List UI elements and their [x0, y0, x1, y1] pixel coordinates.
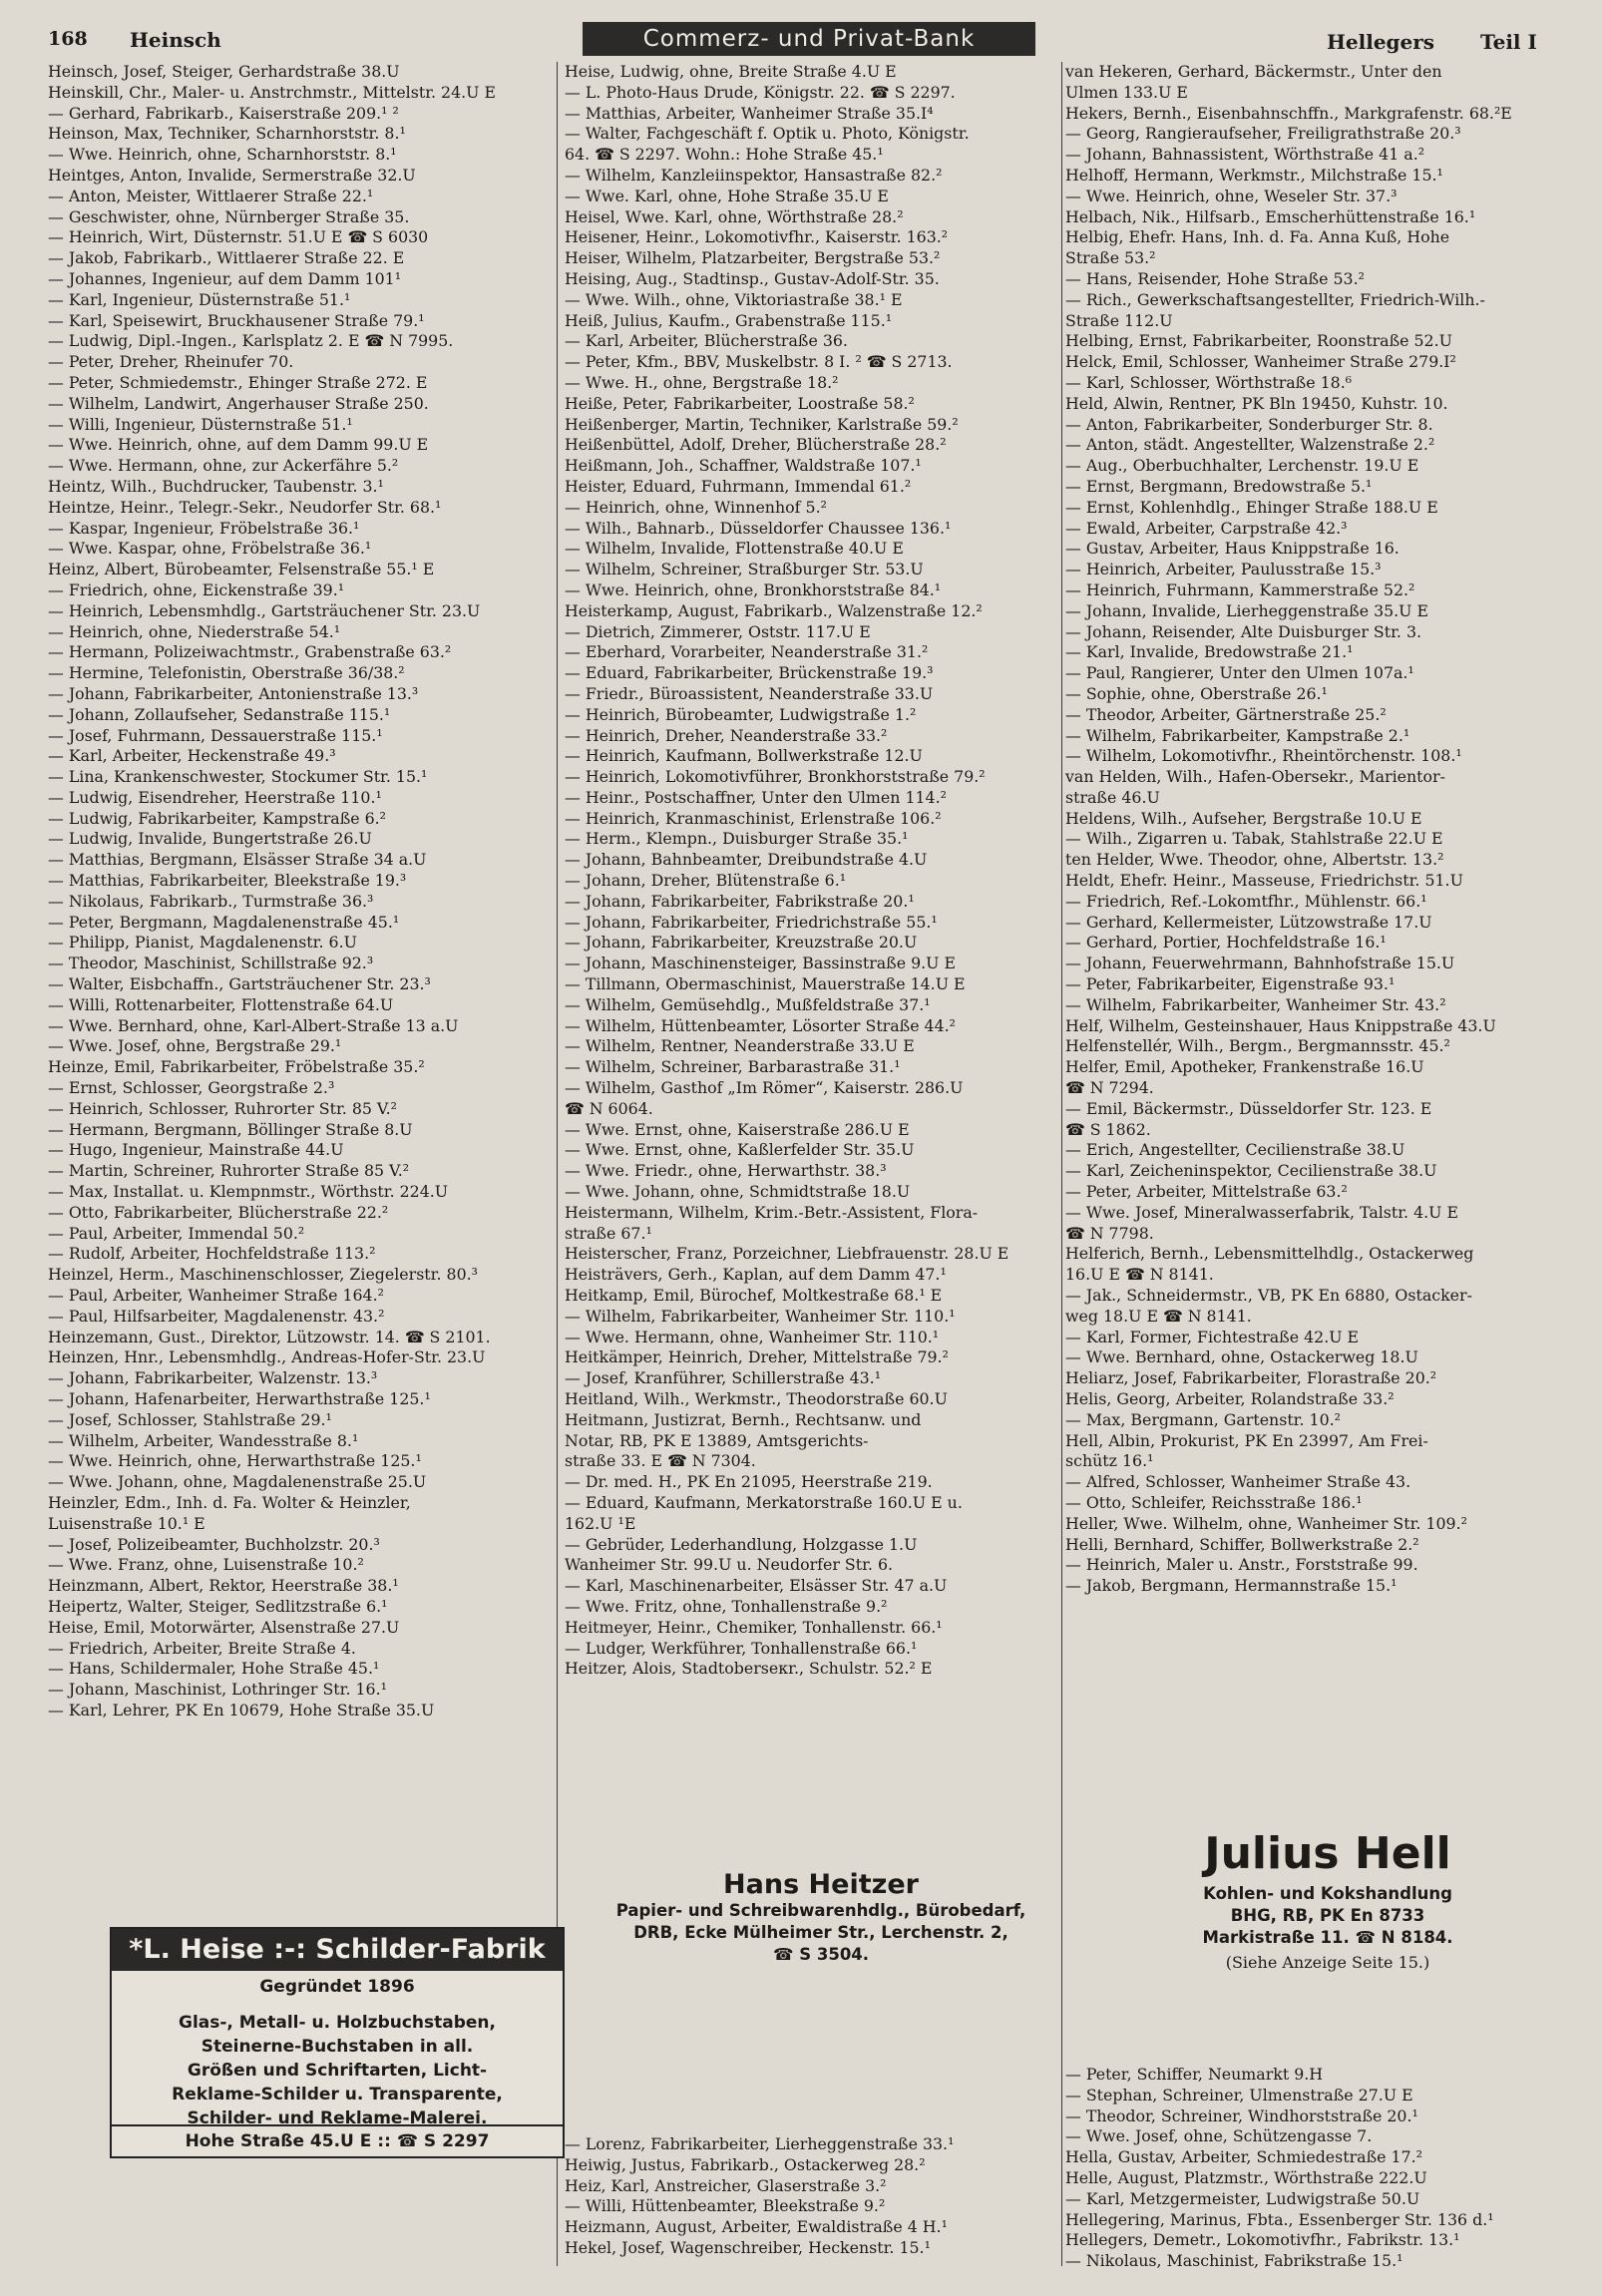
directory-entry: — Johann, Invalide, Lierheggenstraße 35.U E: [1065, 600, 1429, 620]
directory-entry: — Wwe. Heinrich, ohne, Bronkhorststraße 84.¹: [565, 579, 942, 599]
directory-entry: — Friedrich, Arbeiter, Breite Straße 4.: [48, 1638, 356, 1658]
directory-entry: Heipertz, Walter, Steiger, Sedlitzstraße 6.¹: [48, 1596, 388, 1616]
directory-entry: Helhoff, Hermann, Werkmstr., Milchstraße 15.¹: [1065, 165, 1443, 185]
directory-entry: — Heinrich, Kaufmann, Bollwerkstraße 12.U: [565, 746, 923, 766]
directory-entry: — Sophie, ohne, Oberstraße 26.¹: [1065, 683, 1328, 703]
header-part: Teil I: [1480, 30, 1537, 54]
directory-entry: — Karl, Former, Fichtestraße 42.U E: [1065, 1327, 1360, 1346]
directory-entry: ☎ S 1862.: [1065, 1119, 1151, 1139]
directory-entry: — Wilhelm, Schreiner, Straßburger Str. 53.U: [565, 560, 924, 579]
directory-entry: Hella, Gustav, Arbeiter, Schmiedestraße 17.²: [1065, 2147, 1422, 2167]
directory-entry: ☎ N 7294.: [1065, 1078, 1154, 1098]
directory-entry: schütz 16.¹: [1065, 1451, 1154, 1471]
directory-entry: Wanheimer Str. 99.U u. Neudorfer Str. 6.: [565, 1555, 894, 1575]
directory-entry: — Karl, Arbeiter, Heckenstraße 49.³: [48, 746, 336, 766]
directory-entry: — Wwe. Hermann, ohne, zur Ackerfähre 5.²: [48, 456, 399, 476]
directory-entry: Heiser, Wilhelm, Platzarbeiter, Bergstraße 53.²: [565, 248, 941, 268]
directory-entry: — Max, Bergmann, Gartenstr. 10.²: [1065, 1409, 1341, 1429]
directory-entry: Heise, Emil, Motorwärter, Alsenstraße 27.U: [48, 1617, 400, 1637]
directory-entry: Heinson, Max, Techniker, Scharnhorststr. 8.¹: [48, 124, 406, 144]
directory-entry: — Eduard, Kaufmann, Merkatorstraße 160.U E u.: [565, 1492, 963, 1512]
directory-entry: — Johann, Fabrikarbeiter, Walzenstr. 13.³: [48, 1368, 378, 1388]
ad-title: *L. Heise :-: Schilder-Fabrik: [112, 1929, 563, 1971]
directory-entry: — Johann, Bahnassistent, Wörthstraße 41 a.²: [1065, 145, 1425, 165]
directory-entry: Straße 53.²: [1065, 248, 1156, 268]
directory-entry: — Johann, Fabrikarbeiter, Antonienstraße 13.³: [48, 683, 419, 703]
directory-entry: — Heinrich, Schlosser, Ruhrorter Str. 85 V.²: [48, 1098, 397, 1118]
ad-line: BHG, RB, PK En 8733: [1230, 1906, 1425, 1925]
directory-entry: Helfer, Emil, Apotheker, Frankenstraße 16.U: [1065, 1057, 1424, 1077]
directory-entry: — Heinr., Postschaffner, Unter den Ulmen 114.²: [565, 787, 947, 807]
directory-entry: — Otto, Fabrikarbeiter, Blücherstraße 22.²: [48, 1202, 389, 1222]
directory-entry: — Ludger, Werkführer, Tonhallenstraße 66.¹: [565, 1638, 918, 1658]
directory-entry: Hell, Albin, Prokurist, PK En 23997, Am Frei-: [1065, 1430, 1428, 1450]
directory-entry: — Josef, Polizeibeamter, Buchholzstr. 20.³: [48, 1534, 380, 1554]
directory-entry: Heise, Ludwig, ohne, Breite Straße 4.U E: [565, 62, 897, 81]
directory-entry: Helli, Bernhard, Schiffer, Bollwerkstraße 2.²: [1065, 1534, 1419, 1554]
directory-entry: — Heinrich, Dreher, Neanderstraße 33.²: [565, 725, 888, 745]
directory-entry: 162.U ¹E: [565, 1513, 636, 1533]
directory-entry: — Nikolaus, Fabrikarb., Turmstraße 36.³: [48, 891, 374, 911]
directory-entry: — Lorenz, Fabrikarbeiter, Lierheggenstraße 33.¹: [565, 2134, 955, 2153]
ad-line: Glas-, Metall- u. Holzbuchstaben,: [178, 2013, 496, 2033]
directory-entry: — Wilhelm, Landwirt, Angerhauser Straße 250.: [48, 393, 429, 413]
directory-entry: — Ludwig, Invalide, Bungertstraße 26.U: [48, 829, 372, 849]
directory-entry: — Ernst, Schlosser, Georgstraße 2.³: [48, 1078, 335, 1098]
directory-entry: — Ernst, Bergmann, Bredowstraße 5.¹: [1065, 476, 1373, 496]
directory-entry: — Hermann, Bergmann, Böllinger Straße 8.U: [48, 1119, 413, 1139]
directory-entry: — Wwe. Heinrich, ohne, Weseler Str. 37.³: [1065, 186, 1398, 205]
directory-entry: — Paul, Hilfsarbeiter, Magdalenenstr. 43.²: [48, 1306, 385, 1326]
directory-entry: — Wwe. Ernst, ohne, Kaiserstraße 286.U E: [565, 1119, 910, 1139]
column-3-bottom: [1065, 2065, 1568, 2272]
directory-entry: — Johann, Bahnbeamter, Dreibundstraße 4.U: [565, 850, 928, 870]
directory-entry: — Hans, Reisender, Hohe Straße 53.²: [1065, 268, 1365, 288]
directory-entry: — Wilhelm, Gasthof „Im Römer“, Kaiserstr. 286.U: [565, 1078, 964, 1098]
directory-entry: — Peter, Kfm., BBV, Muskelbstr. 8 I. ² ☎ S 2713.: [565, 352, 953, 372]
directory-entry: — Heinrich, Kranmaschinist, Erlenstraße 106.²: [565, 808, 942, 828]
directory-entry: — Max, Installat. u. Klempnmstr., Wörthstr. 224.U: [48, 1182, 449, 1202]
directory-entry: — Karl, Arbeiter, Blücherstraße 36.: [565, 331, 848, 351]
directory-entry: — Rich., Gewerkschaftsangestellter, Friedrich-Wilh.-: [1065, 289, 1485, 309]
directory-entry: Heinzler, Edm., Inh. d. Fa. Wolter & Heinzler,: [48, 1492, 411, 1512]
directory-entry: — Geschwister, ohne, Nürnberger Straße 35.: [48, 206, 410, 226]
directory-entry: Hellegers, Demetr., Lokomotivfhr., Fabrikstr. 13.¹: [1065, 2230, 1460, 2250]
directory-entry: — Gustav, Arbeiter, Haus Knippstraße 16.: [1065, 539, 1400, 559]
directory-entry: — Wwe. Josef, ohne, Schützengasse 7.: [1065, 2126, 1373, 2146]
directory-entry: — Johann, Fabrikarbeiter, Kreuzstraße 20.U: [565, 933, 918, 953]
directory-entry: Helck, Emil, Schlosser, Wanheimer Straße 279.I²: [1065, 352, 1456, 372]
ad-line: Markistraße 11. ☎ N 8184.: [1202, 1928, 1453, 1947]
directory-entry: — Wilhelm, Rentner, Neanderstraße 33.U E: [565, 1036, 915, 1056]
directory-entry: — Paul, Rangierer, Unter den Ulmen 107a.¹: [1065, 663, 1414, 683]
directory-entry: straße 67.¹: [565, 1223, 652, 1243]
directory-entry: — Wwe. Friedr., ohne, Herwarthstr. 38.³: [565, 1161, 887, 1181]
directory-entry: van Helden, Wilh., Hafen-Obersekr., Marientor-: [1065, 767, 1445, 787]
directory-entry: — Hermine, Telefonistin, Oberstraße 36/38.²: [48, 663, 405, 683]
directory-entry: — Wilh., Bahnarb., Düsseldorfer Chaussee 136.¹: [565, 518, 952, 538]
directory-entry: — Eduard, Fabrikarbeiter, Brückenstraße 19.³: [565, 663, 934, 683]
directory-entry: Hellegering, Marinus, Fbta., Essenberger Str. 136 d.¹: [1065, 2209, 1494, 2229]
directory-entry: Heller, Wwe. Wilhelm, ohne, Wanheimer Str. 109.²: [1065, 1513, 1467, 1533]
directory-entry: — Wwe. Heinrich, ohne, Scharnhorststr. 8.¹: [48, 145, 397, 165]
directory-entry: — Friedrich, Ref.-Lokomtfhr., Mühlenstr. 66.¹: [1065, 891, 1427, 911]
directory-entry: — Josef, Fuhrmann, Dessauerstraße 115.¹: [48, 725, 383, 745]
directory-entry: — Wwe. Hermann, ohne, Wanheimer Str. 110.¹: [565, 1327, 940, 1346]
directory-entry: — Josef, Schlosser, Stahlstraße 29.¹: [48, 1409, 332, 1429]
directory-entry: Heitzer, Alois, Stadtoberseкr., Schulstr. 52.² E: [565, 1659, 933, 1679]
directory-entry: — Wilhelm, Arbeiter, Wandesstraße 8.¹: [48, 1430, 359, 1450]
directory-entry: — Johann, Fabrikarbeiter, Fabrikstraße 20.¹: [565, 891, 915, 911]
ad-founded: Gegründet 1896: [259, 1977, 415, 1997]
directory-entry: — Karl, Invalide, Bredowstraße 21.¹: [1065, 642, 1354, 662]
directory-entry: — Heinrich, Lebensmhdlg., Gartsträuchener Str. 23.U: [48, 600, 481, 620]
directory-entry: — Hermann, Polizeiwachtmstr., Grabenstraße 63.²: [48, 642, 452, 662]
directory-entry: — Karl, Maschinenarbeiter, Elsässer Str. 47 a.U: [565, 1576, 948, 1596]
directory-entry: — Karl, Ingenieur, Düsternstraße 51.¹: [48, 289, 351, 309]
directory-entry: Heistermann, Wilhelm, Krim.-Betr.-Assistent, Flora-: [565, 1202, 979, 1222]
directory-entry: Helbig, Ehefr. Hans, Inh. d. Fa. Anna Kuß, Hohe: [1065, 227, 1450, 247]
directory-entry: — Hans, Schildermaler, Hohe Straße 45.¹: [48, 1659, 380, 1679]
directory-entry: Helferich, Bernh., Lebensmittelhdlg., Ostackerweg: [1065, 1244, 1474, 1264]
directory-entry: — Alfred, Schlosser, Wanheimer Straße 43.: [1065, 1472, 1411, 1492]
directory-entry: — Wilhelm, Invalide, Flottenstraße 40.U E: [565, 539, 904, 559]
directory-entry: — Philipp, Pianist, Magdalenenstr. 6.U: [48, 933, 357, 953]
directory-entry: — Friedr., Büroassistent, Neanderstraße 33.U: [565, 683, 934, 703]
directory-entry: Helbach, Nik., Hilfsarb., Emscherhüttenstraße 16.¹: [1065, 206, 1476, 226]
directory-entry: — Wilh., Zigarren u. Tabak, Stahlstraße 22.U E: [1065, 829, 1443, 849]
directory-entry: Heliarz, Josef, Fabrikarbeiter, Florastraße 20.²: [1065, 1368, 1437, 1388]
directory-entry: — Wilhelm, Lokomotivfhr., Rheintörchenstr. 108.¹: [1065, 746, 1462, 766]
directory-entry: — L. Photo-Haus Drude, Königstr. 22. ☎ S 2297.: [565, 82, 956, 102]
directory-entry: — Kaspar, Ingenieur, Fröbelstraße 36.¹: [48, 518, 360, 538]
heitzer-advertisement: [581, 1869, 1061, 1966]
directory-entry: Hekel, Josef, Wagenschreiber, Heckenstr. 15.¹: [565, 2237, 931, 2257]
directory-entry: — Anton, Meister, Wittlaerer Straße 22.¹: [48, 186, 374, 205]
directory-entry: Heiß, Julius, Kaufm., Grabenstraße 115.¹: [565, 310, 893, 330]
directory-entry: — Matthias, Arbeiter, Wanheimer Straße 35.I⁴: [565, 103, 934, 123]
directory-entry: ☎ N 7798.: [1065, 1223, 1154, 1243]
directory-entry: — Wwe. Ernst, ohne, Kaßlerfelder Str. 35.U: [565, 1140, 915, 1160]
ad-line: Größen und Schriftarten, Licht-: [187, 2061, 488, 2081]
directory-entry: — Georg, Rangieraufseher, Freiligrathstraße 20.³: [1065, 124, 1461, 144]
directory-entry: — Dr. med. H., PK En 21095, Heerstraße 219.: [565, 1472, 933, 1492]
directory-entry: Heinsch, Josef, Steiger, Gerhardstraße 38.U: [48, 62, 400, 81]
directory-entry: — Jak., Schneidermstr., VB, PK En 6880, Ostacker-: [1065, 1286, 1472, 1306]
directory-entry: Heitmann, Justizrat, Bernh., Rechtsanw. und: [565, 1409, 922, 1429]
directory-entry: — Willi, Rottenarbeiter, Flottenstraße 64.U: [48, 994, 394, 1014]
ad-line: Papier- und Schreibwarenhdlg., Bürobedarf,: [615, 1901, 1026, 1920]
directory-entry: — Karl, Lehrer, PK En 10679, Hohe Straße 35.U: [48, 1700, 435, 1720]
directory-entry: — Heinrich, Fuhrmann, Kammerstraße 52.²: [1065, 579, 1415, 599]
directory-entry: straße 33. E ☎ N 7304.: [565, 1451, 756, 1471]
directory-entry: — Heinrich, Arbeiter, Paulusstraße 15.³: [1065, 560, 1382, 579]
directory-entry: — Walter, Fachgeschäft f. Optik u. Photo, Königstr.: [565, 124, 970, 144]
directory-entry: Heizmann, August, Arbeiter, Ewaldistraße 4 H.¹: [565, 2217, 948, 2237]
ad-footer: Hohe Straße 45.U E :: ☎ S 2297: [112, 2124, 563, 2156]
header-left-keyword: Heinsch: [130, 28, 221, 52]
directory-entry: — Gerhard, Fabrikarb., Kaiserstraße 209.¹ ²: [48, 103, 399, 123]
directory-entry: — Matthias, Fabrikarbeiter, Bleekstraße 19.³: [48, 871, 407, 891]
directory-entry: — Karl, Schlosser, Wörthstraße 18.⁶: [1065, 372, 1353, 392]
directory-entry: — Hugo, Ingenieur, Mainstraße 44.U: [48, 1140, 344, 1160]
directory-entry: — Martin, Schreiner, Ruhrorter Straße 85 V.²: [48, 1161, 410, 1181]
directory-entry: Heister, Eduard, Fuhrmann, Immendal 61.²: [565, 476, 912, 496]
directory-entry: — Jakob, Bergmann, Hermannstraße 15.¹: [1065, 1576, 1398, 1596]
directory-entry: — Ludwig, Fabrikarbeiter, Kampstraße 6.²: [48, 808, 387, 828]
column-3: [1065, 62, 1568, 1597]
directory-entry: — Friedrich, ohne, Eickenstraße 39.¹: [48, 579, 345, 599]
ad-line: Schilder- und Reklame-Malerei.: [187, 2108, 488, 2128]
directory-entry: Heißmann, Joh., Schaffner, Waldstraße 107.¹: [565, 456, 922, 476]
bank-banner: Commerz- und Privat-Bank: [583, 22, 1035, 56]
directory-entry: — Dietrich, Zimmerer, Oststr. 117.U E: [565, 621, 871, 641]
directory-entry: — Wwe. Kaspar, ohne, Fröbelstraße 36.¹: [48, 539, 372, 559]
directory-entry: — Peter, Schiffer, Neumarkt 9.H: [1065, 2065, 1324, 2084]
directory-entry: — Theodor, Maschinist, Schillstraße 92.³: [48, 954, 374, 973]
ad-line: Reklame-Schilder u. Transparente,: [172, 2085, 503, 2105]
directory-entry: — Johann, Reisender, Alte Duisburger Str. 3.: [1065, 621, 1422, 641]
directory-entry: Helfenstellér, Wilh., Bergm., Bergmannsstr. 45.²: [1065, 1036, 1450, 1056]
directory-entry: Heißenberger, Martin, Techniker, Karlstraße 59.²: [565, 414, 959, 434]
directory-entry: Held, Alwin, Rentner, PK Bln 19450, Kuhstr. 10.: [1065, 393, 1448, 413]
page-number: 168: [48, 28, 88, 50]
directory-entry: — Johann, Feuerwehrmann, Bahnhofstraße 15.U: [1065, 954, 1455, 973]
directory-entry: — Ludwig, Dipl.-Ingen., Karlsplatz 2. E ☎ N 7995.: [48, 331, 454, 351]
directory-entry: — Wwe. Heinrich, ohne, Herwarthstraße 125.¹: [48, 1451, 422, 1471]
directory-entry: — Wwe. Johann, ohne, Magdalenenstraße 25.U: [48, 1472, 427, 1492]
directory-entry: — Johann, Fabrikarbeiter, Friedrichstraße 55.¹: [565, 912, 938, 932]
directory-entry: — Peter, Arbeiter, Mittelstraße 63.²: [1065, 1182, 1348, 1202]
directory-entry: — Wwe. Josef, ohne, Bergstraße 29.¹: [48, 1036, 342, 1056]
directory-entry: Heintze, Heinr., Telegr.-Sekr., Neudorfer Str. 68.¹: [48, 497, 442, 517]
directory-entry: — Heinrich, Wirt, Düsternstr. 51.U E ☎ S 6030: [48, 227, 429, 247]
directory-entry: — Wwe. Wilh., ohne, Viktoriastraße 38.¹ E: [565, 289, 903, 309]
directory-entry: — Karl, Zeicheninspektor, Cecilienstraße 38.U: [1065, 1161, 1437, 1181]
directory-entry: Heinze, Emil, Fabrikarbeiter, Fröbelstraße 35.²: [48, 1057, 425, 1077]
directory-entry: Heldens, Wilh., Aufseher, Bergstraße 10.U E: [1065, 808, 1422, 828]
directory-entry: Heiße, Peter, Fabrikarbeiter, Loostraße 58.²: [565, 393, 915, 413]
directory-entry: — Wwe. Johann, ohne, Schmidtstraße 18.U: [565, 1182, 911, 1202]
ad-name: Julius Hell: [1204, 1828, 1451, 1879]
directory-entry: — Wwe. H., ohne, Bergstraße 18.²: [565, 372, 839, 392]
directory-entry: — Emil, Bäckermstr., Düsseldorfer Str. 123. E: [1065, 1098, 1432, 1118]
directory-entry: — Gerhard, Kellermeister, Lützowstraße 17.U: [1065, 912, 1432, 932]
directory-entry: Heinzel, Herm., Maschinenschlosser, Ziegelerstr. 80.³: [48, 1265, 478, 1285]
column-1: [48, 62, 555, 1722]
directory-entry: — Wwe. Josef, Mineralwasserfabrik, Talstr. 4.U E: [1065, 1202, 1459, 1222]
directory-entry: Heinskill, Chr., Maler- u. Anstrchmstr., Mittelstr. 24.U E: [48, 82, 497, 102]
directory-entry: Heitkämper, Heinrich, Dreher, Mittelstraße 79.²: [565, 1347, 949, 1367]
directory-entry: Heitland, Wilh., Werkmstr., Theodorstraße 60.U: [565, 1389, 948, 1408]
directory-entry: — Heinrich, Bürobeamter, Ludwigstraße 1.²: [565, 704, 917, 724]
directory-entry: Heisel, Wwe. Karl, ohne, Wörthstraße 28.²: [565, 206, 904, 226]
directory-entry: — Ernst, Kohlenhdlg., Ehinger Straße 188.U E: [1065, 497, 1438, 517]
directory-entry: — Peter, Schmiedemstr., Ehinger Straße 272. E: [48, 372, 428, 392]
directory-entry: — Wilhelm, Kanzleiinspektor, Hansastraße 82.²: [565, 165, 943, 185]
directory-entry: — Jakob, Fabrikarb., Wittlaerer Straße 22. E: [48, 248, 405, 268]
directory-entry: — Herm., Klempn., Duisburger Straße 35.¹: [565, 829, 909, 849]
directory-entry: — Eberhard, Vorarbeiter, Neanderstraße 31.²: [565, 642, 929, 662]
directory-entry: 16.U E ☎ N 8141.: [1065, 1265, 1214, 1285]
directory-entry: Heisterscher, Franz, Porzeichner, Liebfrauenstr. 28.U E: [565, 1244, 1009, 1264]
directory-entry: — Heinrich, Maler u. Anstr., Forststraße 99.: [1065, 1555, 1418, 1575]
directory-entry: Heiz, Karl, Anstreicher, Glaserstraße 3.²: [565, 2175, 887, 2195]
directory-entry: Notar, RB, PK E 13889, Amtsgerichts-: [565, 1430, 869, 1450]
directory-entry: — Johann, Maschinist, Lothringer Str. 16.¹: [48, 1680, 387, 1700]
directory-entry: ten Helder, Wwe. Theodor, ohne, Albertstr. 13.²: [1065, 850, 1444, 870]
ad-line: ☎ S 3504.: [772, 1945, 870, 1964]
directory-entry: — Wwe. Karl, ohne, Hohe Straße 35.U E: [565, 186, 889, 205]
directory-entry: Heiwig, Justus, Fabrikarb., Ostackerweg 28.²: [565, 2154, 926, 2174]
directory-entry: Helle, August, Platzmstr., Wörthstraße 222.U: [1065, 2167, 1427, 2187]
directory-entry: — Wilhelm, Fabrikarbeiter, Wanheimer Str. 110.¹: [565, 1306, 956, 1326]
directory-entry: — Johann, Dreher, Blütenstraße 6.¹: [565, 871, 847, 891]
directory-entry: Heitkamp, Emil, Bürochef, Moltkestraße 68.¹ E: [565, 1286, 943, 1306]
directory-entry: — Gerhard, Portier, Hochfeldstraße 16.¹: [1065, 933, 1387, 953]
column-2-bottom: [565, 2134, 1069, 2259]
ad-line: DRB, Ecke Mülheimer Str., Lerchenstr. 2,: [633, 1923, 1008, 1942]
directory-entry: — Walter, Eisbchaffn., Gartsträuchener Str. 23.³: [48, 974, 431, 994]
directory-entry: Heitmeyer, Heinr., Chemiker, Tonhallenstr. 66.¹: [565, 1617, 943, 1637]
directory-entry: — Johann, Hafenarbeiter, Herwarthstraße 125.¹: [48, 1389, 431, 1408]
directory-entry: — Ewald, Arbeiter, Carpstraße 42.³: [1065, 518, 1348, 538]
directory-entry: — Ludwig, Eisendreher, Heerstraße 110.¹: [48, 787, 382, 807]
directory-entry: — Wwe. Bernhard, ohne, Ostackerweg 18.U: [1065, 1347, 1418, 1367]
directory-entry: Heißenbüttel, Adolf, Dreher, Blücherstraße 28.²: [565, 435, 947, 455]
directory-entry: — Wwe. Franz, ohne, Luisenstraße 10.²: [48, 1555, 364, 1575]
directory-entry: — Anton, städt. Angestellter, Walzenstraße 2.²: [1065, 435, 1435, 455]
directory-entry: Helbing, Ernst, Fabrikarbeiter, Roonstraße 52.U: [1065, 331, 1452, 351]
directory-entry: — Erich, Angestellter, Cecilienstraße 38.U: [1065, 1140, 1405, 1160]
directory-entry: van Hekeren, Gerhard, Bäckermstr., Unter den: [1065, 62, 1442, 81]
directory-entry: — Theodor, Arbeiter, Gärtnerstraße 25.²: [1065, 704, 1387, 724]
directory-entry: — Wwe. Bernhard, ohne, Karl-Albert-Straße 13 a.U: [48, 1015, 459, 1035]
directory-entry: — Rudolf, Arbeiter, Hochfeldstraße 113.²: [48, 1244, 376, 1264]
directory-entry: Hekers, Bernh., Eisenbahnschffn., Markgrafenstr. 68.²E: [1065, 103, 1512, 123]
directory-entry: Heldt, Ehefr. Heinr., Masseuse, Friedrichstr. 51.U: [1065, 871, 1463, 891]
column-2: [565, 62, 1069, 1680]
directory-entry: — Wilhelm, Gemüsehdlg., Mußfeldstraße 37.¹: [565, 994, 931, 1014]
directory-entry: ☎ N 6064.: [565, 1098, 653, 1118]
directory-entry: Heisener, Heinr., Lokomotivfhr., Kaiserstr. 163.²: [565, 227, 949, 247]
directory-entry: — Willi, Ingenieur, Düsternstraße 51.¹: [48, 414, 353, 434]
directory-entry: — Johann, Zollaufseher, Sedanstraße 115.¹: [48, 704, 391, 724]
ad-line: Kohlen- und Kokshandlung: [1203, 1884, 1452, 1903]
ad-name: Hans Heitzer: [723, 1869, 919, 1900]
directory-entry: — Aug., Oberbuchhalter, Lerchenstr. 19.U E: [1065, 456, 1419, 476]
directory-entry: — Paul, Arbeiter, Immendal 50.²: [48, 1223, 305, 1243]
directory-entry: — Karl, Speisewirt, Bruckhausener Straße 79.¹: [48, 310, 425, 330]
directory-entry: — Lina, Krankenschwester, Stockumer Str. 15.¹: [48, 767, 428, 787]
directory-entry: — Wwe. Fritz, ohne, Tonhallenstraße 9.²: [565, 1596, 888, 1616]
heise-advertisement: [110, 1927, 565, 2158]
directory-entry: weg 18.U E ☎ N 8141.: [1065, 1306, 1252, 1326]
directory-entry: — Tillmann, Obermaschinist, Mauerstraße 14.U E: [565, 974, 966, 994]
directory-entry: Heinzemann, Gust., Direktor, Lützowstr. 14. ☎ S 2101.: [48, 1327, 491, 1346]
directory-entry: Heising, Aug., Stadtinsp., Gustav-Adolf-Str. 35.: [565, 268, 940, 288]
directory-entry: — Wilhelm, Hüttenbeamter, Lösorter Straße 44.²: [565, 1015, 957, 1035]
directory-entry: — Otto, Schleifer, Reichsstraße 186.¹: [1065, 1492, 1363, 1512]
directory-entry: — Josef, Kranführer, Schillerstraße 43.¹: [565, 1368, 882, 1388]
directory-entry: — Wilhelm, Fabrikarbeiter, Kampstraße 2.¹: [1065, 725, 1410, 745]
directory-entry: — Wilhelm, Schreiner, Barbarastraße 31.¹: [565, 1057, 901, 1077]
directory-entry: Ulmen 133.U E: [1065, 82, 1188, 102]
ad-note: (Siehe Anzeige Seite 15.): [1225, 1953, 1430, 1972]
directory-entry: Heinzmann, Albert, Rektor, Heerstraße 38.¹: [48, 1576, 399, 1596]
directory-entry: Heisterkamp, August, Fabrikarb., Walzenstraße 12.²: [565, 600, 983, 620]
directory-entry: — Peter, Bergmann, Magdalenenstraße 45.¹: [48, 912, 400, 932]
directory-entry: — Matthias, Bergmann, Elsässer Straße 34 a.U: [48, 850, 427, 870]
directory-entry: — Wwe. Heinrich, ohne, auf dem Damm 99.U E: [48, 435, 429, 455]
directory-entry: — Johann, Maschinensteiger, Bassinstraße 9.U E: [565, 954, 957, 973]
directory-entry: — Gebrüder, Lederhandlung, Holzgasse 1.U: [565, 1534, 918, 1554]
directory-entry: Heintges, Anton, Invalide, Sermerstraße 32.U: [48, 165, 416, 185]
directory-entry: — Heinrich, ohne, Winnenhof 5.²: [565, 497, 827, 517]
directory-entry: — Wilhelm, Fabrikarbeiter, Wanheimer Str. 43.²: [1065, 994, 1446, 1014]
directory-entry: Helf, Wilhelm, Gesteinshauer, Haus Knippstraße 43.U: [1065, 1015, 1496, 1035]
directory-entry: — Stephan, Schreiner, Ulmenstraße 27.U E: [1065, 2085, 1413, 2105]
directory-entry: 64. ☎ S 2297. Wohn.: Hohe Straße 45.¹: [565, 145, 884, 165]
directory-entry: — Heinrich, ohne, Niederstraße 54.¹: [48, 621, 341, 641]
directory-entry: Heisträvers, Gerh., Kaplan, auf dem Damm 47.¹: [565, 1265, 947, 1285]
directory-entry: Luisenstraße 10.¹ E: [48, 1513, 205, 1533]
directory-entry: — Theodor, Schreiner, Windhorststraße 20.¹: [1065, 2105, 1418, 2125]
directory-entry: Straße 112.U: [1065, 310, 1173, 330]
directory-entry: Helis, Georg, Arbeiter, Rolandstraße 33.²: [1065, 1389, 1395, 1408]
directory-entry: Heinzen, Hnr., Lebensmhdlg., Andreas-Hofer-Str. 23.U: [48, 1347, 486, 1367]
hell-advertisement: [1143, 1825, 1512, 1972]
header-right-keyword: Hellegers: [1327, 30, 1435, 54]
ad-line: Steinerne-Buchstaben in all.: [200, 2037, 474, 2057]
directory-entry: — Heinrich, Lokomotivführer, Bronkhorststraße 79.²: [565, 767, 986, 787]
directory-entry: — Paul, Arbeiter, Wanheimer Straße 164.²: [48, 1286, 384, 1306]
directory-entry: — Nikolaus, Maschinist, Fabrikstraße 15.¹: [1065, 2251, 1403, 2271]
directory-entry: — Willi, Hüttenbeamter, Bleekstraße 9.²: [565, 2196, 886, 2216]
directory-entry: — Anton, Fabrikarbeiter, Sonderburger Str. 8.: [1065, 414, 1433, 434]
directory-entry: straße 46.U: [1065, 787, 1160, 807]
directory-entry: Heintz, Wilh., Buchdrucker, Taubenstr. 3.¹: [48, 476, 384, 496]
directory-entry: — Peter, Dreher, Rheinufer 70.: [48, 352, 294, 372]
directory-entry: — Peter, Fabrikarbeiter, Eigenstraße 93.¹: [1065, 974, 1396, 994]
directory-entry: Heinz, Albert, Bürobeamter, Felsenstraße 55.¹ E: [48, 560, 435, 579]
directory-entry: — Karl, Metzgermeister, Ludwigstraße 50.U: [1065, 2188, 1420, 2208]
directory-entry: — Johannes, Ingenieur, auf dem Damm 101¹: [48, 268, 402, 288]
